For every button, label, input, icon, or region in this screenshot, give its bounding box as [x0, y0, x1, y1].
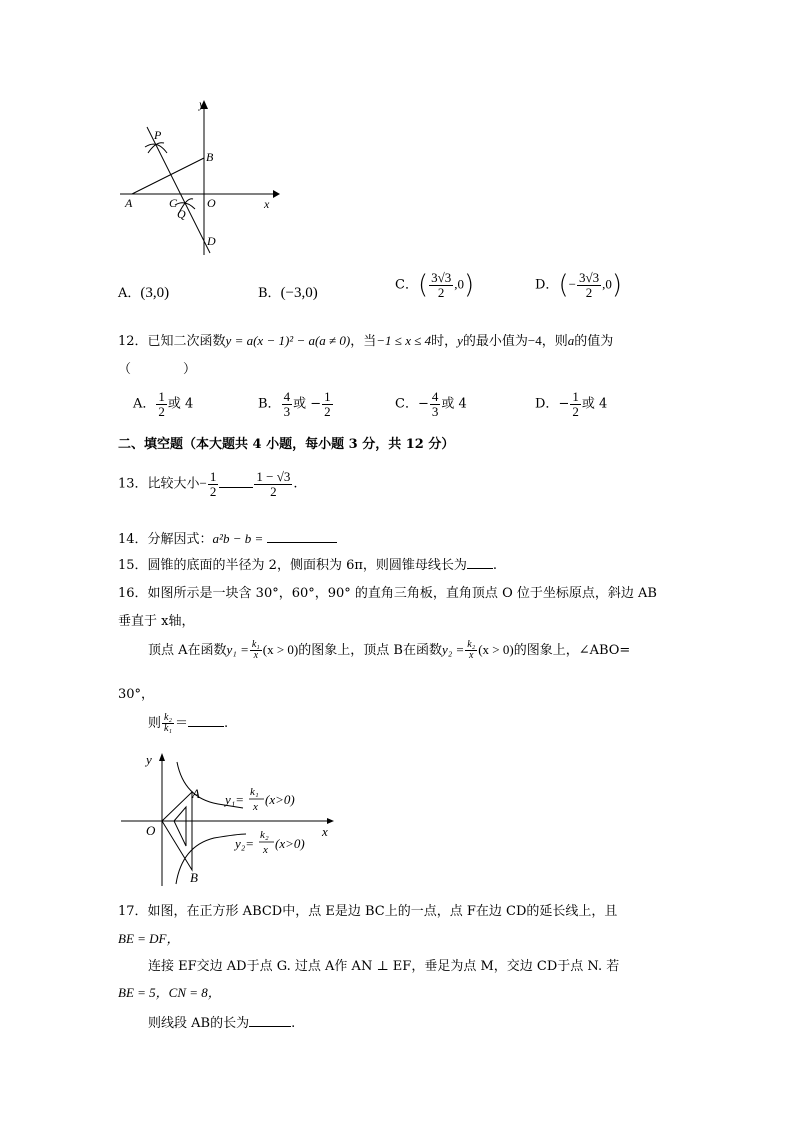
q12-option-b[interactable]: [258, 390, 334, 418]
q12-option-a-tail: 或 4: [167, 396, 194, 412]
q12-option-a-fraction: $\frac{1}{2}$: [158, 389, 165, 419]
q13: 13．比较大小− $\frac{1}{2}$ $\frac{1 - √3}{2}$ .: [118, 469, 298, 499]
fig1-a-label: A: [125, 196, 133, 210]
q11-option-a-value: (3,0): [140, 285, 170, 301]
q14-answer-blank[interactable]: [267, 542, 337, 543]
q16-answer-blank[interactable]: [188, 726, 224, 727]
fig2-label-y1-num: k₁: [250, 786, 259, 798]
q12-answer-paren: （ ）: [118, 362, 197, 377]
fig2-b-label: B: [190, 870, 198, 885]
q12-option-b-label: B．: [258, 396, 281, 412]
fig2-y-label: y: [146, 752, 152, 767]
line-pq: [147, 127, 210, 253]
q12-option-d[interactable]: D．− $\frac{1}{2}$ 或 4: [535, 389, 608, 419]
q16-line1: 16．如图所示是一块含 30°，60°，90° 的直角三角板，直角顶点 O 位于坐标原点，斜边 AB: [118, 586, 657, 601]
q12-option-c-label: C．: [395, 396, 418, 412]
fig2-x-axis-arrow: [327, 818, 334, 824]
fig1-d-label: D: [207, 234, 216, 248]
q14: 14．分解因式：a²b − b =: [118, 528, 337, 547]
fig2-label-y1-dom: (x>0): [265, 792, 295, 807]
q11-option-d-tail: ,0: [602, 276, 612, 292]
q16-line4: 30°，: [118, 687, 155, 702]
fig1-y-label: y: [199, 97, 205, 111]
q12-option-b-fraction-2: $\frac{1}{2}$: [324, 389, 331, 419]
q12-option-c[interactable]: C．− $\frac{4}{3}$ 或 4: [395, 389, 467, 419]
q11-option-c-label: C．: [395, 277, 418, 293]
q13-fraction-2: $\frac{1 - √3}{2}$: [256, 469, 291, 499]
q12-option-c-tail: 或 4: [441, 396, 467, 412]
q17-line3: 连接 EF交边 AD于点 G. 过点 A作 AN ⊥ EF，垂足为点 M，交边 CD于点 N. 若: [148, 959, 620, 974]
figure-triangle-hyperbola: [118, 748, 338, 890]
q11-option-d[interactable]: D．(− $\frac{3√3}{2}$ ,0): [535, 269, 622, 300]
fig2-label-y1-den: x: [253, 801, 258, 813]
q11-option-c[interactable]: C．( $\frac{3√3}{2}$ ,0): [395, 269, 475, 300]
fig2-a-label: A: [192, 786, 200, 801]
q12-option-d-fraction: $\frac{1}{2}$: [572, 389, 579, 419]
segment-ab: [132, 158, 204, 194]
fig2-o-label: O: [146, 823, 156, 838]
q13-answer-blank[interactable]: [219, 487, 253, 488]
q12-option-b-mid: 或 −: [293, 396, 322, 412]
q11-option-d-label: D．: [535, 277, 559, 293]
q16-line5: 则 $\frac{\text{k₂}}{\text{k₁}}$ ＝ .: [148, 711, 229, 734]
fig2-label-y2-den: x: [263, 844, 268, 856]
q16-line3: 顶点 A在函数y₁ = $\frac{\text{k₁}}{x}$ (x > 0)的图象上，顶点 B在函数y₂ = $\frac{\text{k₂}}{x}$ (x > 0)的图象上，∠ABO=: [148, 638, 631, 661]
q15-answer-blank[interactable]: [467, 568, 493, 569]
q17-line1: 17．如图，在正方形 ABCD中，点 E是边 BC上的一点，点 F在边 CD的延长线上，且: [118, 904, 618, 919]
fig2-label-y2-dom: (x>0): [275, 836, 305, 851]
q11-option-b-value: (−3,0): [280, 285, 318, 301]
q11-option-c-tail: ,0: [454, 276, 464, 292]
q17-line2: BE = DF，: [118, 931, 180, 946]
fig1-o-label: O: [207, 196, 216, 210]
q16-line2: 垂直于 x轴，: [118, 614, 195, 629]
fig2-x-label: x: [322, 824, 328, 839]
fig1-c-label: C: [169, 196, 178, 210]
q17-answer-blank[interactable]: [249, 1026, 291, 1027]
q12-option-a-label: A．: [133, 396, 156, 412]
triangle-inner: [174, 807, 186, 846]
q11-option-a-label: A．: [118, 286, 141, 301]
q12-option-b-fraction: $\frac{4}{3}$: [283, 389, 291, 419]
q11-option-b[interactable]: [258, 282, 318, 302]
q12-formula: y = a(x − 1)² − a(a ≠ 0): [225, 333, 351, 348]
q11-option-d-sign: −: [568, 276, 576, 292]
fig2-label-y1: y₁=: [225, 792, 245, 807]
fig1-p-label: P: [154, 128, 162, 142]
q12-option-d-tail: 或 4: [581, 396, 608, 412]
q11-option-d-fraction: $\frac{3√3}{2}$: [578, 269, 600, 300]
triangle-outer: [162, 792, 192, 870]
fig2-label-y2-num: k₂: [260, 829, 269, 841]
fig1-q-label: Q: [177, 207, 186, 221]
q12-range: −1 ≤ x ≤ 4: [376, 333, 432, 348]
section-heading: 二、填空题（本大题共 4 小题，每小题 3 分，共 12 分）: [118, 437, 455, 452]
fig1-b-label: B: [206, 150, 214, 164]
fig1-x-label: x: [264, 197, 270, 211]
q11-option-c-fraction: $\frac{3√3}{2}$: [431, 269, 452, 300]
q12-option-c-fraction: $\frac{4}{3}$: [431, 389, 439, 419]
x-axis-arrow: [273, 190, 280, 198]
q17-line4: BE = 5，CN = 8，: [118, 985, 221, 1000]
q15: 15．圆锥的底面的半径为 2，侧面积为 6π，则圆锥母线长为 .: [118, 558, 498, 573]
q12-option-a[interactable]: [133, 390, 193, 418]
q14-expression: a²b − b =: [212, 531, 264, 546]
fig2-y-axis-arrow: [159, 753, 165, 761]
q17-line5: 则线段 AB的长为 .: [148, 1016, 296, 1031]
fig2-label-y2: y₂=: [235, 836, 255, 851]
figure-perpendicular-bisector: [115, 95, 280, 260]
q12-stem: 12．已知二次函数y = a(x − 1)² − a(a ≠ 0)，当−1 ≤ x ≤ 4时，y的最小值为−4，则a的值为: [118, 333, 614, 349]
q12-option-d-label: D．: [535, 396, 559, 412]
q13-fraction-1: $\frac{1}{2}$: [209, 469, 217, 499]
q11-option-a[interactable]: [118, 282, 169, 302]
q11-option-b-label: B．: [258, 286, 281, 301]
